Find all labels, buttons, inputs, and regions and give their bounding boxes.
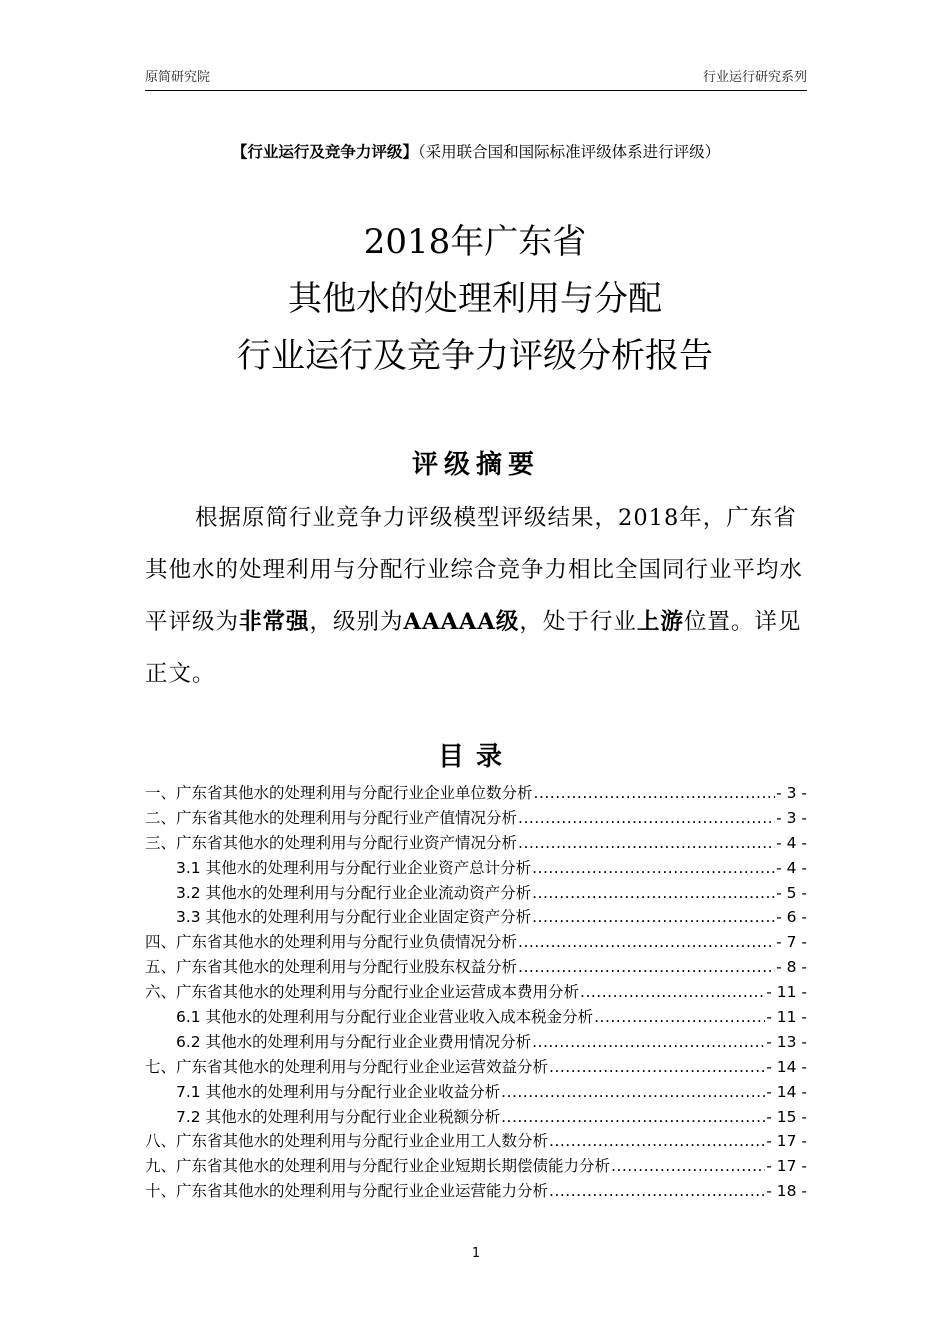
toc-entry-page: - 8 -	[776, 958, 807, 977]
toc-entry-label: 7.1 其他水的处理利用与分配行业企业收益分析	[176, 1082, 501, 1101]
toc-entry-label: 六、广东省其他水的处理利用与分配行业企业运营成本费用分析	[145, 983, 580, 1002]
rating-subtitle-rest: （采用联合国和国际标准评级体系进行评级）	[417, 143, 721, 161]
toc-entry-page: - 5 -	[776, 883, 807, 902]
toc-leader-dots	[534, 781, 776, 806]
toc-leader-dots	[532, 1030, 765, 1055]
table-of-contents	[145, 781, 807, 1204]
toc-leader-dots	[532, 881, 775, 906]
report-title-line-1: 2018年广东省	[363, 222, 587, 262]
toc-entry-label: 一、广东省其他水的处理利用与分配行业企业单位数分析	[145, 784, 533, 802]
toc-leader-dots	[501, 1080, 765, 1105]
report-title-line-2: 其他水的处理利用与分配	[288, 279, 662, 319]
toc-leader-dots	[518, 930, 775, 955]
toc-entry-label: 三、广东省其他水的处理利用与分配行业资产情况分析	[145, 833, 518, 852]
toc-leader-dots	[518, 806, 775, 831]
toc-subentry[interactable]	[145, 881, 807, 906]
report-title	[100, 214, 850, 385]
toc-entry-label: 七、广东省其他水的处理利用与分配行业企业运营效益分析	[145, 1057, 549, 1076]
toc-entry-label: 7.2 其他水的处理利用与分配行业企业税额分析	[176, 1107, 501, 1126]
toc-entry[interactable]	[145, 1055, 807, 1080]
toc-entry-label: 十、广东省其他水的处理利用与分配行业企业运营能力分析	[145, 1182, 549, 1201]
page-header	[145, 66, 807, 90]
toc-entry[interactable]	[145, 955, 807, 980]
toc-leader-dots	[549, 1055, 765, 1080]
toc-entry-page: - 17 -	[766, 1157, 807, 1176]
toc-entry-page: - 15 -	[766, 1107, 807, 1126]
summary-text-4: 位置。详见正文。	[145, 609, 802, 687]
toc-entry-page: - 6 -	[776, 908, 807, 927]
toc-subentry[interactable]	[145, 856, 807, 881]
toc-entry-page: - 3 -	[776, 808, 807, 827]
toc-entry-page: - 7 -	[776, 933, 807, 952]
toc-entry-page: - 3 -	[776, 784, 807, 802]
summary-paragraph	[145, 492, 807, 700]
toc-leader-dots	[580, 980, 765, 1005]
toc-entry-label: 五、广东省其他水的处理利用与分配行业股东权益分析	[145, 958, 518, 977]
toc-entry-page: - 14 -	[766, 1057, 807, 1076]
toc-entry[interactable]	[145, 930, 807, 955]
toc-entry[interactable]	[145, 806, 807, 831]
toc-entry[interactable]	[145, 831, 807, 856]
summary-rating-position: 上游	[636, 609, 684, 635]
toc-entry-page: - 18 -	[766, 1182, 807, 1201]
toc-entry-page: - 4 -	[776, 858, 807, 877]
header-series-name: 行业运行研究系列	[702, 70, 807, 85]
toc-leader-dots	[532, 856, 775, 881]
summary-rating-strength: 非常强	[239, 609, 310, 635]
toc-leader-dots	[532, 905, 775, 930]
toc-entry-label: 四、广东省其他水的处理利用与分配行业负债情况分析	[145, 933, 518, 952]
toc-leader-dots	[549, 1179, 765, 1204]
toc-entry-label: 6.1 其他水的处理利用与分配行业企业营业收入成本税金分析	[176, 1008, 594, 1027]
header-divider	[145, 90, 807, 91]
toc-leader-dots	[518, 955, 775, 980]
toc-entry[interactable]	[145, 1179, 807, 1204]
toc-entry-label: 6.2 其他水的处理利用与分配行业企业费用情况分析	[176, 1032, 532, 1051]
summary-heading: 评级摘要	[411, 450, 540, 480]
report-title-line-3: 行业运行及竞争力评级分析报告	[237, 336, 713, 376]
toc-leader-dots	[611, 1154, 765, 1179]
toc-entry-page: - 14 -	[766, 1082, 807, 1101]
toc-entry-label: 3.2 其他水的处理利用与分配行业企业流动资产分析	[176, 883, 532, 902]
summary-text-1: 根据原简行业竞争力评级模型评级结果，2018年，广东省其他水的处理利用与分配行业综合竞争力相比全国同行业平均水平评级为	[145, 505, 804, 635]
page-number: 1	[471, 1246, 481, 1261]
toc-leader-dots	[501, 1105, 765, 1130]
toc-subentry[interactable]	[145, 1105, 807, 1130]
toc-subentry[interactable]	[145, 1005, 807, 1030]
summary-text-2: ，级别为	[309, 609, 404, 635]
toc-entry[interactable]	[145, 1154, 807, 1179]
toc-entry-label: 九、广东省其他水的处理利用与分配行业企业短期长期偿债能力分析	[145, 1157, 611, 1176]
toc-entry-page: - 17 -	[766, 1132, 807, 1151]
toc-entry[interactable]	[145, 1129, 807, 1154]
toc-entry-label: 3.1 其他水的处理利用与分配行业企业资产总计分析	[176, 858, 532, 877]
toc-entry-page: - 11 -	[766, 1008, 807, 1027]
toc-entry-page: - 13 -	[766, 1032, 807, 1051]
toc-entry-page: - 4 -	[776, 833, 807, 852]
toc-entry-label: 二、广东省其他水的处理利用与分配行业产值情况分析	[145, 808, 518, 827]
rating-subtitle-bold: 【行业运行及竞争力评级】	[231, 143, 418, 161]
toc-leader-dots	[594, 1005, 765, 1030]
toc-entry-page: - 11 -	[766, 983, 807, 1002]
toc-leader-dots	[518, 831, 775, 856]
toc-entry-label: 八、广东省其他水的处理利用与分配行业企业用工人数分析	[145, 1132, 549, 1151]
summary-text-3: ，处于行业	[519, 609, 637, 635]
header-organization: 原简研究院	[145, 70, 211, 85]
toc-subentry[interactable]	[145, 1030, 807, 1055]
toc-heading: 目录	[437, 742, 514, 772]
toc-entry-label: 3.3 其他水的处理利用与分配行业企业固定资产分析	[176, 908, 532, 927]
toc-entry[interactable]	[145, 980, 807, 1005]
toc-subentry[interactable]	[145, 905, 807, 930]
summary-rating-grade: AAAAA级	[403, 609, 520, 635]
toc-leader-dots	[549, 1129, 765, 1154]
toc-subentry[interactable]	[145, 1080, 807, 1105]
toc-entry[interactable]	[145, 781, 807, 806]
rating-subtitle	[145, 140, 807, 162]
